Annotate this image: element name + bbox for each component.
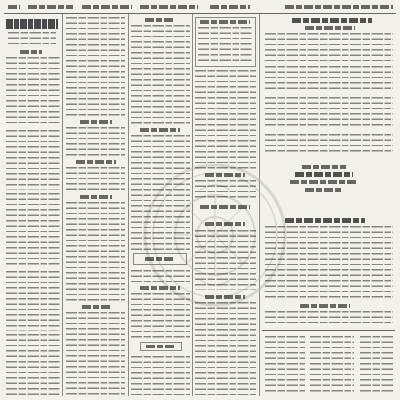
text-block <box>265 134 393 152</box>
section-heading <box>205 222 245 226</box>
notice-box-heading <box>200 20 250 24</box>
table-column-text <box>265 336 305 394</box>
table-column-text <box>360 336 393 394</box>
text-block <box>265 33 393 61</box>
text-block <box>6 130 60 190</box>
table-column-text <box>310 336 354 394</box>
header-text <box>82 5 132 9</box>
text-block <box>6 57 60 127</box>
text-block <box>66 127 125 157</box>
section-heading <box>82 305 110 309</box>
text-block <box>265 97 393 129</box>
signature-name <box>295 172 353 177</box>
column-rule <box>62 14 63 396</box>
section-heading <box>80 195 112 199</box>
section-heading <box>140 286 180 290</box>
text-block <box>66 312 125 396</box>
text-block <box>265 226 393 301</box>
text-block <box>198 27 253 65</box>
signature-date <box>305 188 343 192</box>
text-block <box>8 32 56 46</box>
section-heading <box>205 173 245 177</box>
header-text <box>285 5 393 9</box>
text-block <box>131 25 190 125</box>
notice-title <box>292 18 372 23</box>
masthead <box>6 19 58 29</box>
text-block <box>131 356 190 396</box>
header-text <box>28 5 73 9</box>
section-heading <box>145 18 175 22</box>
table-rule <box>262 330 395 331</box>
text-block <box>131 135 190 250</box>
section-heading <box>205 295 245 299</box>
text-block <box>195 302 256 396</box>
text-block <box>265 311 393 327</box>
header-text <box>210 5 250 9</box>
text-block <box>66 167 125 192</box>
text-block <box>66 202 125 302</box>
section-heading <box>300 304 350 308</box>
signature-line <box>302 165 346 169</box>
header-text <box>8 5 20 9</box>
section-heading <box>20 50 42 54</box>
signature-title <box>290 180 358 184</box>
text-block <box>6 334 60 396</box>
text-block <box>66 17 125 117</box>
text-block <box>131 270 190 282</box>
notice-subtitle <box>305 26 355 30</box>
text-block <box>265 66 393 92</box>
section-heading <box>80 120 112 124</box>
text-block <box>6 193 60 268</box>
section-heading <box>76 160 116 164</box>
text-block <box>195 230 256 290</box>
section-heading <box>140 128 180 132</box>
text-block <box>195 70 256 170</box>
notice-box-heading <box>145 257 175 261</box>
section-heading <box>200 205 250 209</box>
notice-box-heading <box>146 345 176 348</box>
notice-title <box>285 218 365 223</box>
text-block <box>195 180 256 200</box>
header-text <box>140 5 198 9</box>
text-block <box>131 293 190 338</box>
text-block <box>6 271 60 331</box>
column-rule <box>128 14 129 396</box>
